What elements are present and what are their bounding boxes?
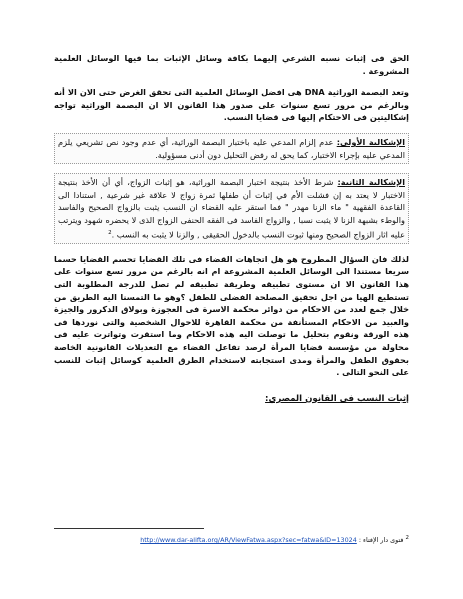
section-heading: إثبات النسب فى القانون المصري: [265, 393, 409, 404]
footnote-number: 2 [405, 535, 409, 541]
paragraph-intro: الحق فى إثبات نسبه الشرعي إليهما بكافة وسائل الإثبات بما فيها الوسائل العلمية المشروعة . [54, 53, 409, 76]
footnote-ref[interactable]: 2 [108, 229, 112, 236]
first-problem-label: الإشكالية الأولى: [336, 136, 405, 147]
paragraph-dna: وتعد البصمة الوراثية DNA هى افضل الوسائل العلمية التى تحقق الغرض حتى الان الا أنه وبالرغم من مرور تسع سنوات على صدور هذا القانون الا ان البصمة الوراثية تواجه إشكاليتين فى الاحتكام إليها فى قضايا النسب. [54, 87, 409, 123]
paragraph-question: لذلك فان السؤال المطروح هو هل اتجاهات القضاء فى تلك القضايا تحسم القضايا حسما سريعا مستندا الى الوسائل العلمية المشروعة ام انه بالرغم من مرور تسع سنوات على هذا القانون الا ان مستوى تطبيقه وطريقة تطبيقه لم تصل للدرجة المطلوبة التى تستطيع الهيا من اجل تحقيق المصلحة الفضلى للطفل ؟وهو ما التمسنا اليه الطريق من خلال جمع لعدد من الاحكام من دوائر محكمة الاسرة فى العجوزة وبولاق الدكرور والجيزة والعبيد من الاحكام المستأنفة من محكمة القاهرة للاحوال الشخصية والتى نوردها فى هذه الورقة ونقوم بتحليل ما توصلت اليه هذه الاحكام وما استقرت وتواترت عليه فى محاولة من مؤسسة قضايا المرأة لرصد تفاعل القضاء مع التعديلات القانونية الخاصة بحقوق الطفل والمرأة ومدى استجابته لاستخدام الطرق العلمية كوسائل إثبات للنسب على النحو التالى . [54, 253, 409, 378]
footnote-link[interactable]: http://www.dar-alifta.org/AR/ViewFatwa.aspx?sec=fatwa&ID=13024 [140, 536, 357, 545]
paragraph-first-problem [54, 133, 409, 164]
footnote: $^2$ فتوى دار الإفتاء : http://www.dar-alifta.org/AR/ViewFatwa.aspx?sec=fatwa&ID=13024 [140, 535, 409, 545]
document-body [54, 52, 409, 414]
second-problem-text: شرط الأخذ بنتيجة اختبار البصمة الوراثية، هو إثبات الزواج، أي أن الأخذ بنتيجة الاختبار لا يعتد به إن فشلت الأم في إثبات أن طفلها ثمرة زواج لا علاقة غير شرعية , استنادا الى القاعدة الفقهية " ماء الزنا مهدر " فما استقر عليه القضاء ان النسب يثبت بالزواج الصحيح والفاسد والوطء بشبهة الزنا لا يثبت نسبا , والزواج الفاسد فى الفقه الحنفى الزواج الذى لا يحضره شهود ويترتب عليه اثار الزواج الصحيح ومنها ثبوت النسب بالدخول الحقيقى , والزنا لا يثبت به النسب . [58, 177, 405, 240]
footnote-label: فتوى دار الإفتاء [363, 536, 404, 545]
paragraph-second-problem [54, 173, 409, 244]
first-problem-text: عدم إلزام المدعي عليه باختبار البصمة الوراثية، أي عدم وجود نص تشريعي يلزم المدعي عليه بإجراء الاختبار، كما يحق له رفض التحليل دون أدنى مسؤولية. [58, 136, 405, 160]
footnote-separator [54, 528, 204, 529]
second-problem-label: الإشكالية الثانية: [337, 177, 405, 188]
